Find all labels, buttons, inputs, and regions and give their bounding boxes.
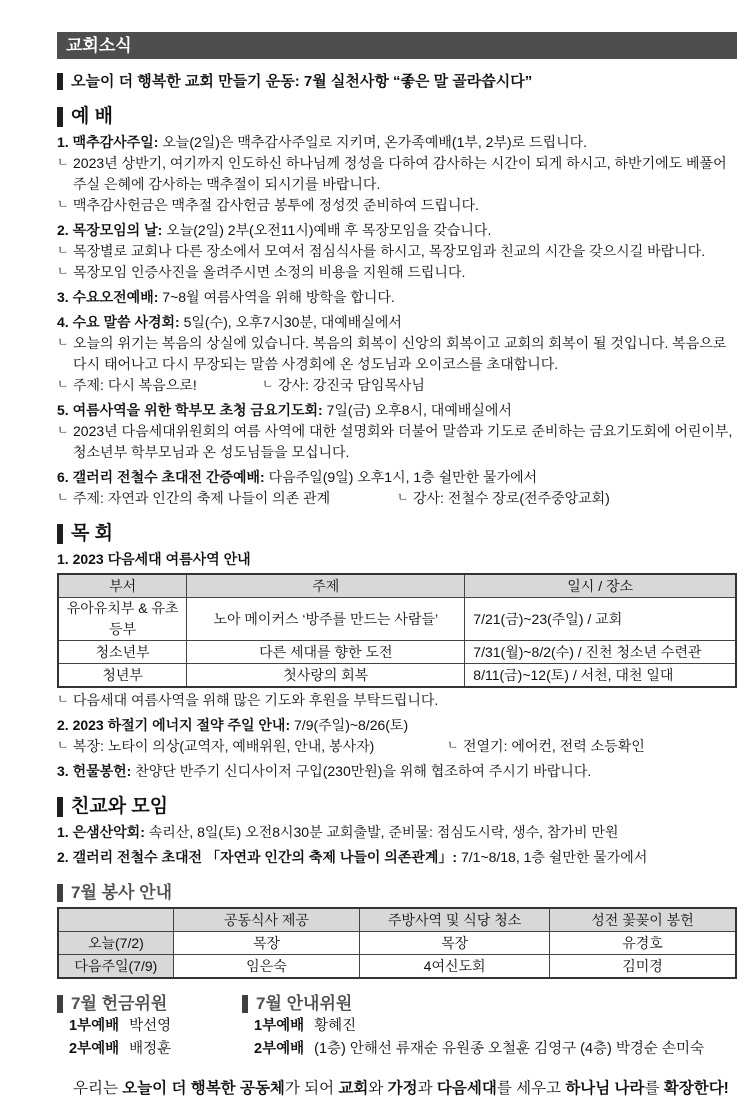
- headline-text: 오늘이 더 행복한 교회 만들기 운동: 7월 실천사항 “좋은 말 골라씁시다”: [71, 73, 533, 90]
- section-bar-icon: [57, 797, 63, 817]
- table-header-row: [58, 574, 736, 598]
- table-row: [58, 641, 736, 664]
- table-cell: 임은숙: [173, 955, 359, 979]
- table-header-row: [58, 908, 736, 932]
- sub-bullet-icon: ㄴ: [397, 490, 409, 504]
- table-cell: 청년부: [58, 664, 187, 688]
- section-heading-ministry: 목 회: [57, 523, 737, 544]
- ministry-table-note: ㄴ 다음세대 여름사역을 위해 많은 기도와 후원을 부탁드립니다.: [57, 690, 737, 711]
- worship-item-1: 1. 맥추감사주일: 오늘(2일)은 맥추감사주일로 지키며, 온가족예배(1부, 2부)로 드립니다.: [57, 134, 588, 150]
- table-cell: 8/11(금)~12(토) / 서천, 대천 일대: [465, 664, 736, 688]
- sub-bullet-icon: ㄴ: [57, 490, 69, 504]
- footer-slogan: 우리는 오늘이 더 행복한 공동체가 되어 교회와 가정과 다음세대를 세우고 하나님 나라를 확장한다!: [73, 1080, 729, 1097]
- section-bar-icon: [57, 995, 63, 1013]
- table-cell: 첫사랑의 회복: [187, 664, 465, 688]
- table-header-cell: 성전 꽃꽂이 봉헌: [550, 908, 736, 932]
- worship-item-6-sub-cols: ㄴ 주제: 자연과 인간의 축제 나들이 의존 관계 ㄴ 강사: 전철수 장로(전주중앙교회): [57, 488, 737, 509]
- committee-heading: 7월 헌금위원: [71, 994, 168, 1013]
- sub-bullet-icon: ㄴ: [57, 155, 69, 169]
- table-cell: 목장: [173, 932, 359, 955]
- sub-bullet-icon: ㄴ: [57, 738, 69, 752]
- committee-row: 1부예배 박선영: [69, 1018, 172, 1034]
- table-cell: 노아 메이커스 ‘방주를 만드는 사람들’: [187, 598, 465, 641]
- section-heading-worship: 예 배: [57, 106, 737, 127]
- table-row: [58, 932, 736, 955]
- section-bar-icon: [57, 884, 63, 902]
- section-bar-icon: [242, 995, 248, 1013]
- table-cell: 7/21(금)~23(주일) / 교회: [465, 598, 736, 641]
- worship-item-4-sub: ㄴ 오늘의 위기는 복음의 상실에 있습니다. 복음의 회복이 신앙의 회복이고 교회의 회복이 될 것입니다. 복음으로 다시 태어나고 다시 무장되는 말씀 사경회에 온 성도님과 오이코스를 초대합니다.: [57, 333, 737, 375]
- table-cell: 7/31(월)~8/2(수) / 진천 청소년 수련관: [465, 641, 736, 664]
- table-row-header: 다음주일(7/9): [58, 955, 173, 979]
- table-cell: 유아유치부 & 유초등부: [58, 598, 187, 641]
- sub-bullet-icon: ㄴ: [57, 423, 69, 437]
- worship-item-2-sub: ㄴ 목장별로 교회나 다른 장소에서 모여서 점심식사를 하시고, 목장모임과 친교의 시간을 갖으시길 바랍니다.: [57, 241, 737, 262]
- table-header-cell: 주방사역 및 식당 청소: [360, 908, 550, 932]
- ministry-item-2: 2. 2023 하절기 에너지 절약 주일 안내: 7/9(주일)~8/26(토): [57, 717, 409, 733]
- table-header-cell: 공동식사 제공: [173, 908, 359, 932]
- table-header-cell: 일시 / 장소: [465, 574, 736, 598]
- table-header-cell: [58, 908, 173, 932]
- sub-bullet-icon: ㄴ: [57, 197, 69, 211]
- worship-item-2-sub: ㄴ 목장모임 인증사진을 올려주시면 소정의 비용을 지원해 드립니다.: [57, 262, 737, 283]
- ministry-item-2-sub-cols: ㄴ 복장: 노타이 의상(교역자, 예배위원, 안내, 봉사자) ㄴ 전열기: 에어컨, 전력 소등확인: [57, 736, 737, 757]
- table-cell: 목장: [360, 932, 550, 955]
- sub-bullet-icon: ㄴ: [57, 335, 69, 349]
- sub-bullet-icon: ㄴ: [447, 738, 459, 752]
- table-cell: 다른 세대를 향한 도전: [187, 641, 465, 664]
- committees: [57, 993, 737, 1060]
- committee-row: 1부예배 황혜진: [254, 1018, 357, 1034]
- fellowship-item-1: 1. 은샘산악회: 속리산, 8일(토) 오전8시30분 교회출발, 준비물: 점심도시락, 생수, 참가비 만원: [57, 824, 619, 840]
- worship-item-2: 2. 목장모임의 날: 오늘(2일) 2부(오전11시)예배 후 목장모임을 갖습니다.: [57, 222, 492, 238]
- committee-row: 2부예배 배정훈: [69, 1041, 172, 1057]
- table-cell: 4여신도회: [360, 955, 550, 979]
- table-row-header: 오늘(7/2): [58, 932, 173, 955]
- section-heading-service: 7월 봉사 안내: [57, 882, 737, 903]
- ministry-item-3: 3. 헌물봉헌: 찬양단 반주기 신디사이저 구입(230만원)을 위해 협조하여 주시기 바랍니다.: [57, 763, 592, 779]
- headline-bar-icon: [57, 73, 63, 90]
- sub-bullet-icon: ㄴ: [57, 243, 69, 257]
- worship-item-1-sub: ㄴ 맥추감사헌금은 맥추절 감사헌금 봉투에 정성껏 준비하여 드립니다.: [57, 195, 737, 216]
- table-header-cell: 부서: [58, 574, 187, 598]
- table-row: [58, 955, 736, 979]
- offering-committee: [57, 993, 242, 1060]
- worship-item-4-sub-cols: ㄴ 주제: 다시 복음으로! ㄴ 강사: 강진국 담임목사님: [57, 375, 737, 396]
- worship-item-5-sub: ㄴ 2023년 다음세대위원회의 여름 사역에 대한 설명회와 더불어 말씀과 기도로 준비하는 금요기도회에 어린이부, 청소년부 학부모님과 온 성도님들을 모십니다.: [57, 421, 737, 463]
- table-cell: 유경호: [550, 932, 736, 955]
- page-title-bar: [57, 32, 737, 59]
- table-row: [58, 664, 736, 688]
- section-bar-icon: [57, 107, 63, 127]
- worship-item-3: 3. 수요오전예배: 7~8월 여름사역을 위해 방학을 합니다.: [57, 289, 395, 305]
- table-header-cell: 주제: [187, 574, 465, 598]
- committee-row: 2부예배 (1층) 안해선 류재순 유원종 오철훈 김영구 (4층) 박경순 손미숙: [254, 1041, 704, 1057]
- worship-item-1-sub: ㄴ 2023년 상반기, 여기까지 인도하신 하나님께 정성을 다하여 감사하는 시간이 되게 하시고, 하반기에도 베풀어주실 은혜에 감사하는 맥추절이 되시기를 바랍니다.: [57, 153, 737, 195]
- table-cell: 청소년부: [58, 641, 187, 664]
- july-service-table: [57, 907, 737, 979]
- section-bar-icon: [57, 524, 63, 544]
- sub-bullet-icon: ㄴ: [57, 377, 69, 391]
- fellowship-item-2: 2. 갤러리 전철수 초대전 「자연과 인간의 축제 나들이 의존관계」: 7/1~8/18, 1층 쉴만한 물가에서: [57, 849, 648, 865]
- usher-committee: [242, 993, 704, 1060]
- ministry-item-1: 1. 2023 다음세대 여름사역 안내: [57, 551, 251, 567]
- sub-bullet-icon: ㄴ: [57, 264, 69, 278]
- section-heading-fellowship: 친교와 모임: [57, 796, 737, 817]
- table-row: [58, 598, 736, 641]
- table-cell: 김미경: [550, 955, 736, 979]
- worship-item-6: 6. 갤러리 전철수 초대전 간증예배: 다음주일(9일) 오후1시, 1층 쉴만한 물가에서: [57, 469, 538, 485]
- committee-heading: 7월 안내위원: [256, 994, 353, 1013]
- headline: [57, 71, 737, 92]
- worship-item-4: 4. 수요 말씀 사경회: 5일(수), 오후7시30분, 대예배실에서: [57, 314, 402, 330]
- sub-bullet-icon: ㄴ: [262, 377, 274, 391]
- sub-bullet-icon: ㄴ: [57, 692, 69, 706]
- summer-ministry-table: [57, 573, 737, 688]
- worship-item-5: 5. 여름사역을 위한 학부모 초청 금요기도회: 7일(금) 오후8시, 대예배실에서: [57, 402, 512, 418]
- page-title: 교회소식: [66, 36, 132, 55]
